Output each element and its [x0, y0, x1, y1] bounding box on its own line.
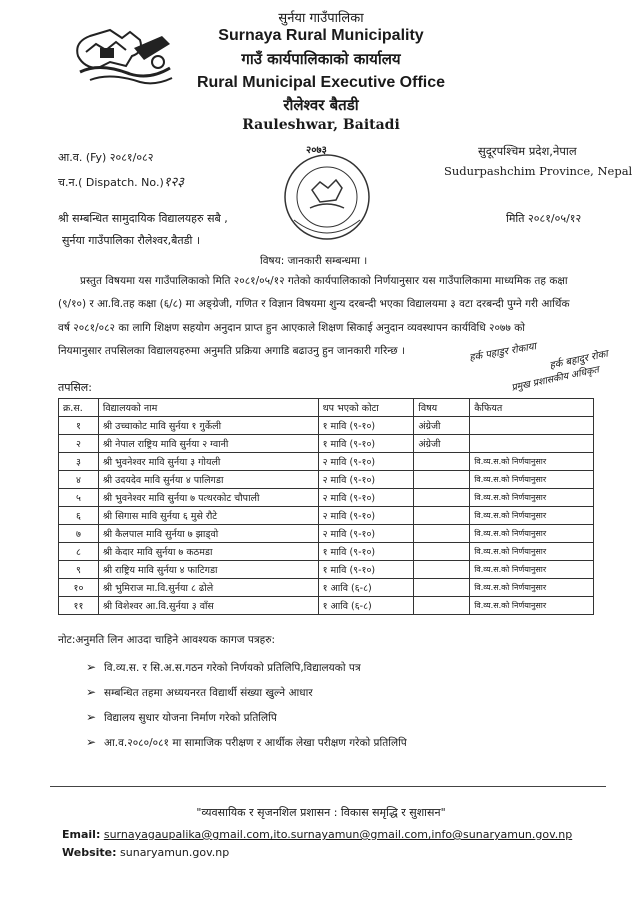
- signatory-name: हर्क बहादुर रोका: [548, 348, 609, 372]
- recipient-line-2: सुर्नया गाउँपालिका रौलेश्वर,बैतडी ।: [62, 234, 201, 247]
- footer-email-row: [62, 828, 572, 841]
- cell-subject: [414, 489, 470, 507]
- fiscal-year: आ.व. (Fy) २०८१/०८२: [58, 151, 154, 164]
- cell-remark: वि.व्य.स.को निर्णयानुसार: [470, 597, 594, 615]
- office-seal: [280, 150, 375, 245]
- arrow-bullet-icon: ➢: [86, 660, 97, 674]
- table-row: [59, 489, 594, 507]
- cell-sn: ९: [59, 561, 99, 579]
- cell-quota: २ मावि (९-१०): [318, 525, 414, 543]
- header-sn: क्र.स.: [59, 399, 99, 417]
- cell-school-name: श्री उच्चाकोट मावि सुर्नया १ गुर्केली: [98, 417, 318, 435]
- header-quota: थप भएको कोटा: [318, 399, 414, 417]
- header-remark: कैफियत: [470, 399, 594, 417]
- website-label: Website:: [62, 846, 117, 859]
- header-school-name: विद्यालयको नाम: [98, 399, 318, 417]
- cell-quota: २ मावि (९-१०): [318, 507, 414, 525]
- province-np: सुदूरपश्चिम प्रदेश,नेपाल: [478, 144, 577, 158]
- table-row: [59, 471, 594, 489]
- cell-school-name: श्री उदयदेव मावि सुर्नया ४ पालिगडा: [98, 471, 318, 489]
- cell-sn: ८: [59, 543, 99, 561]
- province-en: Sudurpashchim Province, Nepal: [444, 164, 633, 178]
- table-row: [59, 525, 594, 543]
- dispatch-number: १२३: [163, 175, 185, 190]
- cell-quota: १ आवि (६-८): [318, 597, 414, 615]
- municipality-name-en: Surnaya Rural Municipality: [218, 27, 424, 44]
- signatory-title: प्रमुख प्रशासकीय अधिकृत: [510, 364, 600, 394]
- schools-table: [58, 398, 594, 615]
- cell-school-name: श्री भुवनेश्वर मावि सुर्नया ३ गोयली: [98, 453, 318, 471]
- cell-remark: [470, 435, 594, 453]
- cell-quota: १ मावि (९-१०): [318, 417, 414, 435]
- cell-remark: वि.व्य.स.को निर्णयानुसार: [470, 543, 594, 561]
- cell-subject: [414, 543, 470, 561]
- dispatch-label: च.न.( Dispatch. No.): [58, 176, 164, 189]
- body-line-3: वर्ष २०८१/०८२ का लागि शिक्षण सहयोग अनुदान प्राप्त हुन आएकाले शिक्षण सिकाई अनुदान व्यवस्थापन कार्यविधि २०७७ को: [58, 322, 525, 334]
- cell-subject: [414, 525, 470, 543]
- cell-sn: १०: [59, 579, 99, 597]
- table-header-row: [59, 399, 594, 417]
- cell-quota: १ मावि (९-१०): [318, 435, 414, 453]
- cell-subject: [414, 597, 470, 615]
- footer-website-row: [62, 846, 229, 859]
- arrow-bullet-icon: ➢: [86, 710, 97, 724]
- recipient-line-1: श्री सम्बन्धित सामुदायिक विद्यालयहरु सबै ,: [58, 212, 228, 225]
- cell-sn: २: [59, 435, 99, 453]
- cell-sn: ५: [59, 489, 99, 507]
- subject-line: विषय: जानकारी सम्बन्धमा ।: [260, 255, 368, 267]
- cell-remark: वि.व्य.स.को निर्णयानुसार: [470, 579, 594, 597]
- table-title: तपसिल:: [58, 381, 92, 394]
- note-item: [86, 735, 407, 750]
- table-row: [59, 561, 594, 579]
- cell-remark: वि.व्य.स.को निर्णयानुसार: [470, 525, 594, 543]
- cell-quota: १ आवि (६-८): [318, 579, 414, 597]
- table-row: [59, 435, 594, 453]
- cell-school-name: श्री विशेश्वर आ.वि.सुर्नया ३ वाँस: [98, 597, 318, 615]
- cell-sn: १: [59, 417, 99, 435]
- place-name-np: रौलेश्वर बैतडी: [283, 96, 359, 114]
- table-row: [59, 579, 594, 597]
- office-name-np: गाउँ कार्यपालिकाको कार्यालय: [241, 50, 401, 68]
- note-item: [86, 710, 277, 725]
- body-line-4: नियमानुसार तपसिलका विद्यालयहरुमा अनुमति प्रक्रिया अगाडि बढाउनु हुन जानकारी गरिन्छ ।: [58, 345, 405, 357]
- note-item-text: विद्यालय सुधार योजना निर्माण गरेको प्रतिलिपि: [104, 712, 277, 724]
- cell-subject: [414, 561, 470, 579]
- cell-sn: ११: [59, 597, 99, 615]
- table-row: [59, 453, 594, 471]
- cell-quota: १ मावि (९-१०): [318, 543, 414, 561]
- office-name-en: Rural Municipal Executive Office: [196, 74, 446, 91]
- cell-remark: वि.व्य.स.को निर्णयानुसार: [470, 507, 594, 525]
- cell-remark: [470, 417, 594, 435]
- cell-remark: वि.व्य.स.को निर्णयानुसार: [470, 561, 594, 579]
- cell-remark: वि.व्य.स.को निर्णयानुसार: [470, 471, 594, 489]
- signature-handwriting: हर्क पहाडुर रोकाया: [468, 341, 538, 364]
- note-item-text: सम्बन्धित तहमा अध्ययनरत विद्यार्थी संख्या खुल्ने आधार: [104, 687, 313, 699]
- note-item: [86, 660, 361, 675]
- cell-subject: [414, 579, 470, 597]
- cell-quota: १ मावि (९-१०): [318, 561, 414, 579]
- table-row: [59, 543, 594, 561]
- cell-quota: २ मावि (९-१०): [318, 471, 414, 489]
- cell-school-name: श्री राष्ट्रिय मावि सुर्नया ४ फाटिगडा: [98, 561, 318, 579]
- cell-school-name: श्री भुवनेश्वर मावि सुर्नया ७ पत्थरकोट चौपाली: [98, 489, 318, 507]
- cell-sn: ७: [59, 525, 99, 543]
- cell-school-name: श्री भुमिराज मा.वि.सुर्नया ८ ढोले: [98, 579, 318, 597]
- email-links[interactable]: surnayagaupalika@gmail.com,ito.surnayamun@gmail.com,info@sunaryamun.gov.np: [103, 828, 573, 841]
- arrow-bullet-icon: ➢: [86, 735, 97, 749]
- table-row: [59, 507, 594, 525]
- cell-quota: २ मावि (९-१०): [318, 453, 414, 471]
- municipality-name-np: सुर्नया गाउँपालिका: [278, 11, 364, 26]
- table-row: [59, 597, 594, 615]
- note-item-text: वि.व्य.स. र सि.अ.स.गठन गरेको निर्णयको प्रतिलिपि,विद्यालयको पत्र: [104, 662, 361, 674]
- letter-date: मिति २०८१/०५/१२: [506, 212, 582, 225]
- table-row: [59, 417, 594, 435]
- cell-remark: वि.व्य.स.को निर्णयानुसार: [470, 453, 594, 471]
- cell-sn: ४: [59, 471, 99, 489]
- website-link[interactable]: sunaryamun.gov.np: [120, 846, 230, 859]
- cell-school-name: श्री केदार मावि सुर्नया ७ कठमडा: [98, 543, 318, 561]
- footer-divider: [50, 786, 606, 787]
- note-title: नोट:अनुमति लिन आउदा चाहिने आवश्यक कागज पत्रहरु:: [58, 634, 276, 646]
- cell-school-name: श्री सिगास मावि सुर्नया ६ मुसे रौटे: [98, 507, 318, 525]
- cell-subject: [414, 471, 470, 489]
- footer-slogan: "व्यवसायिक र सृजनशिल प्रशासन : विकास समृद्धि र सुशासन": [196, 806, 446, 819]
- cell-subject: [414, 453, 470, 471]
- cell-school-name: श्री नेपाल राष्ट्रिय मावि सुर्नया २ ग्वानी: [98, 435, 318, 453]
- body-line-1: प्रस्तुत विषयमा यस गाउँपालिकाको मिति २०८१/०५/१२ गतेको कार्यपालिकाको निर्णयानुसार यस गाउँपालिकामा माध्यमिक तह कक्षा: [80, 275, 568, 287]
- cell-remark: वि.व्य.स.को निर्णयानुसार: [470, 489, 594, 507]
- note-item: [86, 685, 313, 700]
- note-item-text: आ.व.२०८०/०८१ मा सामाजिक परीक्षण र आर्थीक लेखा परीक्षण गरेको प्रतिलिपि: [104, 737, 407, 749]
- email-label: Email:: [62, 828, 101, 841]
- cell-subject: अंग्रेजी: [414, 417, 470, 435]
- cell-subject: अंग्रेजी: [414, 435, 470, 453]
- cell-school-name: श्री कैलपाल मावि सुर्नया ७ झाड्वो: [98, 525, 318, 543]
- cell-quota: २ मावि (९-१०): [318, 489, 414, 507]
- dispatch-row: [58, 172, 184, 190]
- body-line-2: (९/१०) र आ.वि.तह कक्षा (६/८) मा अङ्ग्रेजी, गणित र विज्ञान विषयमा शुन्य दरबन्दी भएका विद्यालयमा ३ वटा दरबन्दी पुग्ने गरी आर्थिक: [58, 298, 570, 310]
- cell-sn: ६: [59, 507, 99, 525]
- seal-year: २०७३: [306, 145, 327, 156]
- place-name-en: Rauleshwar, Baitadi: [242, 117, 400, 133]
- cell-subject: [414, 507, 470, 525]
- arrow-bullet-icon: ➢: [86, 685, 97, 699]
- header-subject: विषय: [414, 399, 470, 417]
- cell-sn: ३: [59, 453, 99, 471]
